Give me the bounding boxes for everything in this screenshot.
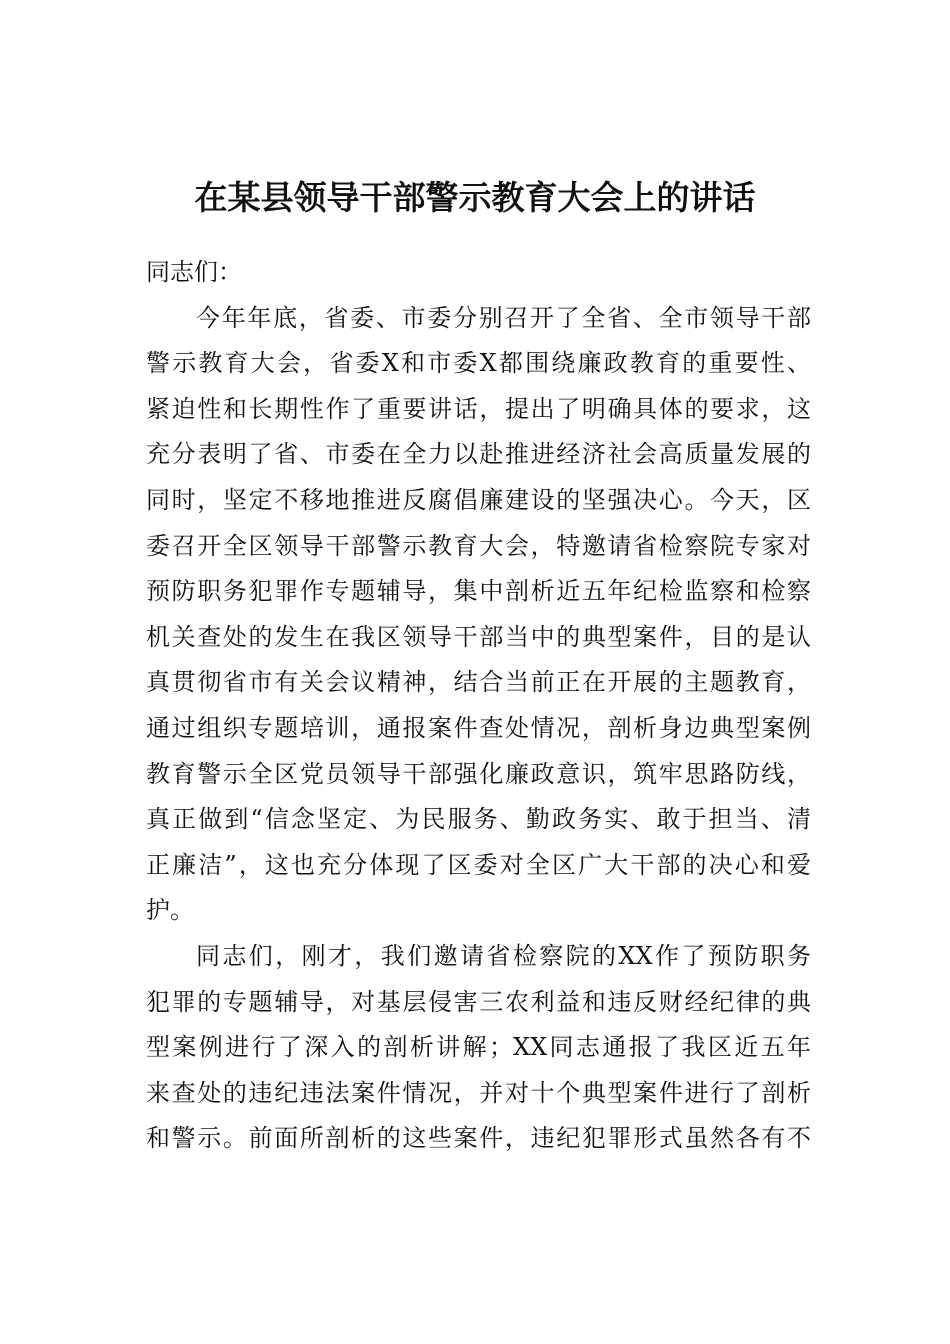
paragraph-line: 型案例进行了深入的剖析讲解；XX同志通报了我区近五年 — [146, 1033, 811, 1062]
paragraph-line: 委召开全区领导干部警示教育大会，特邀请省检察院专家对 — [146, 531, 811, 560]
paragraph-2 — [146, 934, 811, 1162]
paragraph-line: 教育警示全区党员领导干部强化廉政意识，筑牢思路防线， — [146, 759, 811, 788]
document-body — [146, 250, 811, 1162]
paragraph-line: 今年年底，省委、市委分别召开了全省、全市领导干部 — [196, 303, 811, 332]
paragraph-line: 充分表明了省、市委在全力以赴推进经济社会高质量发展的 — [146, 440, 811, 469]
paragraph-line: 预防职务犯罪作专题辅导，集中剖析近五年纪检监察和检察 — [146, 577, 811, 606]
paragraph-line: 真正做到“信念坚定、为民服务、勤政务实、敢于担当、清 — [146, 805, 811, 834]
paragraph-line: 和警示。前面所剖析的这些案件，违纪犯罪形式虽然各有不 — [146, 1124, 811, 1153]
paragraph-line: 警示教育大会，省委X和市委X都围绕廉政教育的重要性、 — [146, 349, 811, 378]
paragraph-line: 真贯彻省市有关会议精神，结合当前正在开展的主题教育， — [146, 668, 811, 697]
paragraph-line: 同志们，刚才，我们邀请省检察院的XX作了预防职务 — [196, 941, 811, 970]
paragraph-line: 机关查处的发生在我区领导干部当中的典型案件，目的是认 — [146, 622, 811, 651]
paragraph-line: 来查处的违纪违法案件情况，并对十个典型案件进行了剖析 — [146, 1078, 811, 1107]
page-title: 在某县领导干部警示教育大会上的讲话 — [194, 178, 756, 217]
paragraph-line: 通过组织专题培训，通报案件查处情况，剖析身边典型案例 — [146, 713, 811, 742]
paragraph-1 — [146, 296, 811, 934]
paragraph-line: 同时，坚定不移地推进反腐倡廉建设的坚强决心。今天，区 — [146, 485, 811, 514]
salutation: 同志们： — [146, 258, 242, 286]
paragraph-line: 护。 — [146, 896, 194, 925]
paragraph-line: 犯罪的专题辅导，对基层侵害三农利益和违反财经纪律的典 — [146, 987, 811, 1016]
paragraph-line: 紧迫性和长期性作了重要讲话，提出了明确具体的要求，这 — [146, 394, 811, 423]
paragraph-line: 正廉洁”，这也充分体现了区委对全区广大干部的决心和爱 — [146, 850, 811, 879]
